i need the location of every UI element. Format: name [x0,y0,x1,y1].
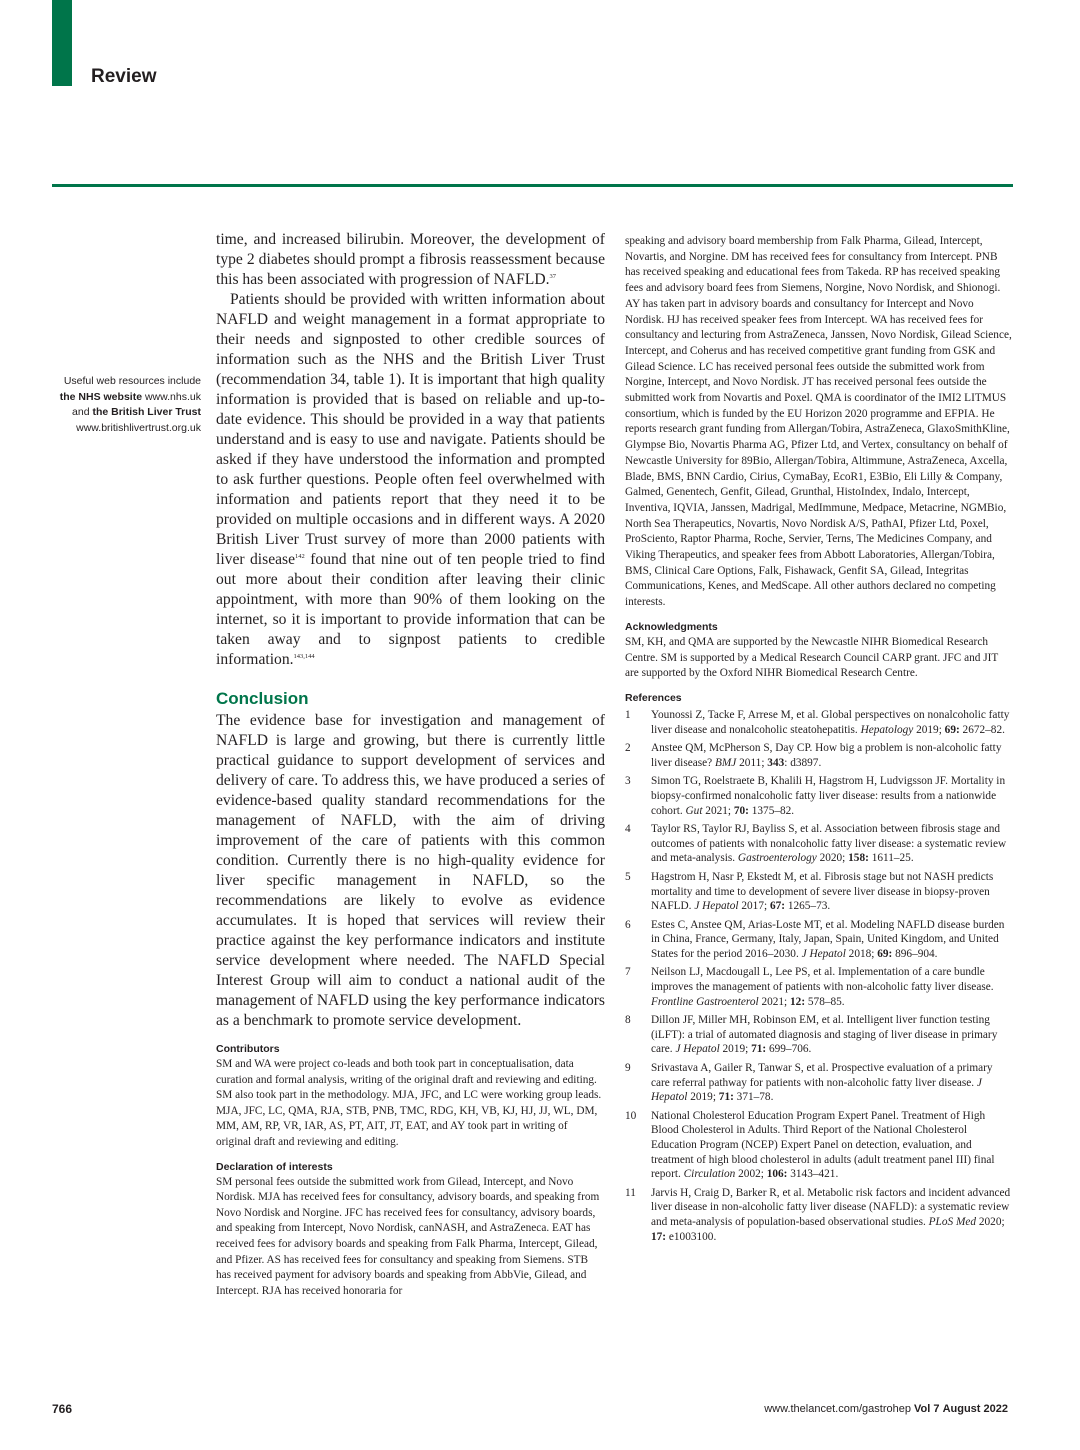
body-paragraph-1-text: time, and increased bilirubin. Moreover, the development of type 2 diabetes should prompt a fibrosis reassessment because this has been associated with progression of NAFLD. [216,231,605,288]
reference-item [625,965,1014,1009]
margin-note-nhs [40,390,201,406]
margin-note-blt [40,405,201,421]
reference-text: Estes C, Anstee QM, Arias-Loste MT, et al. Modeling NAFLD disease burden in China, France, Germany, Italy, Japan, Spain, United Kingdom, and United States for the period 2016–2030. J Hepatol 2018; 69: 896–904. [651,918,1005,960]
reference-text: Younossi Z, Tacke F, Arrese M, et al. Global perspectives on nonalcoholic fatty liver disease and nonalcoholic steatohepatitis. Hepatology 2019; 69: 2672–82. [651,708,1010,736]
acknowledgments-heading: Acknowledgments [625,620,718,633]
nhs-label: the NHS website [59,390,143,403]
right-column [625,234,1014,1248]
reference-item [625,1109,1014,1182]
conclusion-paragraph: The evidence base for investigation and management of NAFLD is large and growing, but there is currently little practical guidance to support development of services and delivery of care. To address this, we have produced a series of evidence-based quality standard recommendations for the management of NAFLD, with the aim of driving improvement of the care of patients with this common condition. Currently there is no high-quality evidence for liver specific management in NAFLD, so the recommendations are likely to evolve as evidence accumulates. It is hoped that services will review their practice against the key performance indicators and institute service development where needed. The NAFLD Special Interest Group will aim to conduct a national audit of the management of NAFLD using the key performance indicators as a benchmark to promote service development. [216,712,605,1029]
reference-item [625,1013,1014,1057]
reference-number: 2 [625,742,631,755]
reference-list [625,708,1014,1244]
reference-text: Srivastava A, Gailer R, Tanwar S, et al. Prospective evaluation of a primary care referral pathway for patients with non-alcoholic fatty liver disease. J Hepatol 2019; 71: 371–78. [651,1062,993,1104]
reference-item [625,918,1014,962]
blt-url[interactable]: www.britishlivertrust.org.uk [76,421,201,434]
reference-text: Jarvis H, Craig D, Barker R, et al. Metabolic risk factors and incident advanced liver disease in non-alcoholic fatty liver disease (NAFLD): a systematic review and meta-analysis of population-based observational studies. PLoS Med 2020; 17: e1003100. [651,1186,1011,1243]
citation-37: 37 [549,272,556,280]
reference-text: Taylor RS, Taylor RJ, Bayliss S, et al. Association between fibrosis stage and outcomes of patients with nonalcoholic fatty liver disease: a systematic review and meta-analysis. Gastroenterology 2020; 158: 1611–25. [651,823,1007,865]
reference-number: 11 [625,1186,636,1199]
reference-item [625,870,1014,914]
declaration-heading: Declaration of interests [216,1160,333,1173]
conclusion-heading: Conclusion [216,689,309,708]
body-paragraph-2-text-a: Patients should be provided with written information about NAFLD and weight management in a format appropriate to their needs and signposted to other credible sources of information such as the NHS and the British Liver Trust (recommendation 34, table 1). It is important that high quality information is provided that is based on reliable and up-to-date evidence. This should be provided in a way that patients understand and is easy to use and navigate. Patients should be asked if they have understood the information and prompted to ask further questions. People often feel overwhelmed with information and patients report that they need it to be provided on multiple occasions and in different ways. A 2020 British Liver Trust survey of more than 2000 patients with liver disease [216,291,605,568]
reference-text: National Cholesterol Education Program Expert Panel. Treatment of High Blood Cholesterol in Adults. Third Report of the National Cholesterol Education Program (NCEP) Expert Panel on detection, evaluation, and treatment of high blood cholesterol in adults (adult treatment panel III) final report. Circulation 2002; 106: 3143–421. [651,1109,995,1181]
reference-number: 7 [625,966,631,979]
margin-note-intro: Useful web resources include [63,375,201,387]
references-heading: References [625,691,682,704]
reference-text: Hagstrom H, Nasr P, Ekstedt M, et al. Fibrosis stage but not NASH predicts mortality and time to development of severe liver disease in biopsy-proven NAFLD. J Hepatol 2017; 67: 1265–73. [651,870,994,913]
reference-item [625,1061,1014,1105]
reference-number: 10 [625,1109,637,1122]
reference-item [625,774,1014,818]
reference-number: 8 [625,1014,631,1027]
reference-number: 9 [625,1062,631,1075]
header-rule [52,184,1013,187]
reference-number: 4 [625,823,631,836]
body-paragraph-2-text-b: found that nine out of ten people tried to find out more about their condition after leaving their clinic appointment, with more than 90% of them looking on the internet, so it is important to provide information that can be taken away and to signpost patients to credible information. [216,551,605,668]
body-paragraph-2 [216,290,605,670]
page-number: 766 [52,1402,73,1416]
contributors-heading: Contributors [216,1043,280,1055]
left-column [216,230,605,1299]
acknowledgments-text: SM, KH, and QMA are supported by the Newcastle NIHR Biomedical Research Centre. SM is supported by a Medical Research Council CARP grant. JFC and JIT are supported by the Oxford NIHR Biomedical Research Centre. [625,635,999,680]
nhs-url[interactable]: www.nhs.uk [144,390,201,403]
body-paragraph-1 [216,230,605,290]
reference-number: 3 [625,775,631,788]
reference-text: Dillon JF, Miller MH, Robinson EM, et al. Intelligent liver function testing (iLFT): a trial of automated diagnosis and staging of liver disease in primary care. J Hepatol 2019; 71: 699–706. [651,1014,998,1056]
footer-citation [764,1403,1008,1415]
reference-text: Neilson LJ, Macdougall L, Lee PS, et al. Implementation of a care bundle improves the management of patients with non-alcoholic fatty liver disease. Frontline Gastroenterol 2021; 12: 578–85. [651,966,994,1008]
reference-number: 6 [625,918,631,931]
citation-143-144: 143,144 [293,652,315,660]
citation-142: 142 [295,552,305,560]
contributors-text: SM and WA were project co-leads and both took part in conceptualisation, data curation and formal analysis, writing of the original draft and reviewing and editing. SM also took part in the methodology. MJA, JFC, and LC were working group leads. MJA, JFC, LC, QMA, RJA, STB, PNB, TMC, RDG, KH, VB, KJ, HJ, JJ, WL, DM, MM, AM, RP, VR, IAR, AS, PT, AIT, JT, EAT, and AY took part in writing of original draft and reviewing and editing. [216,1058,602,1148]
issue-date: August 2022 [942,1403,1008,1415]
reference-item [625,822,1014,866]
reference-item [625,741,1014,770]
reference-number: 1 [625,708,631,721]
declaration-text-part1: SM personal fees outside the submitted work from Gilead, Intercept, and Novo Nordisk. MJA has received fees for consultancy, advisory boards, and speaking from Novo Nordisk and Norgine. JFC has received fees for consultancy, advisory boards, and speaking from Intercept, Novo Nordisk, canNASH, and AstraZeneca. EAT has received fees for advisory boards and speaking from Falk Pharma, Intercept, Gilead, and Pfizer. AS has received fees for consultancy and speaking from Siemens. STB has received payment for advisory boards and speaking from AbbVie, Gilead, and Intercept. RJA has received honoraria for [216,1175,600,1297]
reference-text: Simon TG, Roelstraete B, Khalili H, Hagstrom H, Ludvigsson JF. Mortality in biopsy-confirmed nonalcoholic fatty liver disease: results from a nationwide cohort. Gut 2021; 70: 1375–82. [651,775,1006,817]
reference-text: Anstee QM, McPherson S, Day CP. How big a problem is non-alcoholic fatty liver disease? BMJ 2011; 343: d3897. [651,742,1002,769]
section-label: Review [91,66,157,87]
and-text: and [72,406,90,418]
section-color-bar [52,0,72,86]
reference-item [625,708,1014,737]
declaration-text-part2: speaking and advisory board membership from Falk Pharma, Gilead, Intercept, Novartis, and Norgine. DM has received fees for consultancy from Intercept. PNB has received speaking and educational fees from Takeda. RP has received speaking fees and advisory board fees from Siemens, Norgine, Novo Nordisk, and Shionogi. AY has taken part in advisory boards and consultancy for Intercept and Novo Nordisk. HJ has received speaker fees from Intercept. WA has received fees for consultancy and lecturing from AstraZeneca, Janssen, Novo Nordisk, Gilead Science, Intercept, and Coherus and has received competitive grant funding from GSK and Gilead Science. LC has received personal fees outside the submitted work from Norgine, Intercept, and Novo Nordisk. JT has received personal fees outside the submitted work from Novartis and Poxel. QMA is coordinator of the IMI2 LITMUS consortium, which is funded by the EU Horizon 2020 programme and EFPIA. He reports research grant funding from Allergan/Tobira, AstraZeneca, GlaxoSmithKline, Glympse Bio, Novartis Pharma AG, Pfizer Ltd, and Vertex, consultancy on behalf of Newcastle University for 89Bio, Allergan/Tobira, Altimmune, AstraZeneca, Axcella, Blade, BMS, BNN Cardio, Cirius, CymaBay, EcoR1, E3Bio, Eli Lilly & Company, Galmed, Genentech, Genfit, Gilead, Grunthal, HistoIndex, Indalo, Intercept, Inventiva, IQVIA, Janssen, Madrigal, MedImmune, Medpace, Metacrine, NGMBio, North Sea Therapeutics, Novartis, Novo Nordisk A/S, PathAI, Pfizer Ltd, Poxel, ProSciento, Raptor Pharma, Roche, Servier, Terns, The Medicines Company, and Viking Therapeutics, and speaker fees from Abbott Laboratories, Allergan/Tobira, BMS, Clinical Care Options, Falk, Fishawack, Genfit SA, Gilead, Integritas Communications, Kenes, and MedScape. All other authors declared no competing interests. [625,235,1012,609]
volume: Vol 7 [914,1403,940,1415]
reference-item [625,1186,1014,1244]
margin-note [40,374,201,436]
blt-label: the British Liver Trust [92,406,201,418]
journal-url[interactable]: www.thelancet.com/gastrohep [764,1403,911,1415]
reference-number: 5 [625,870,631,883]
